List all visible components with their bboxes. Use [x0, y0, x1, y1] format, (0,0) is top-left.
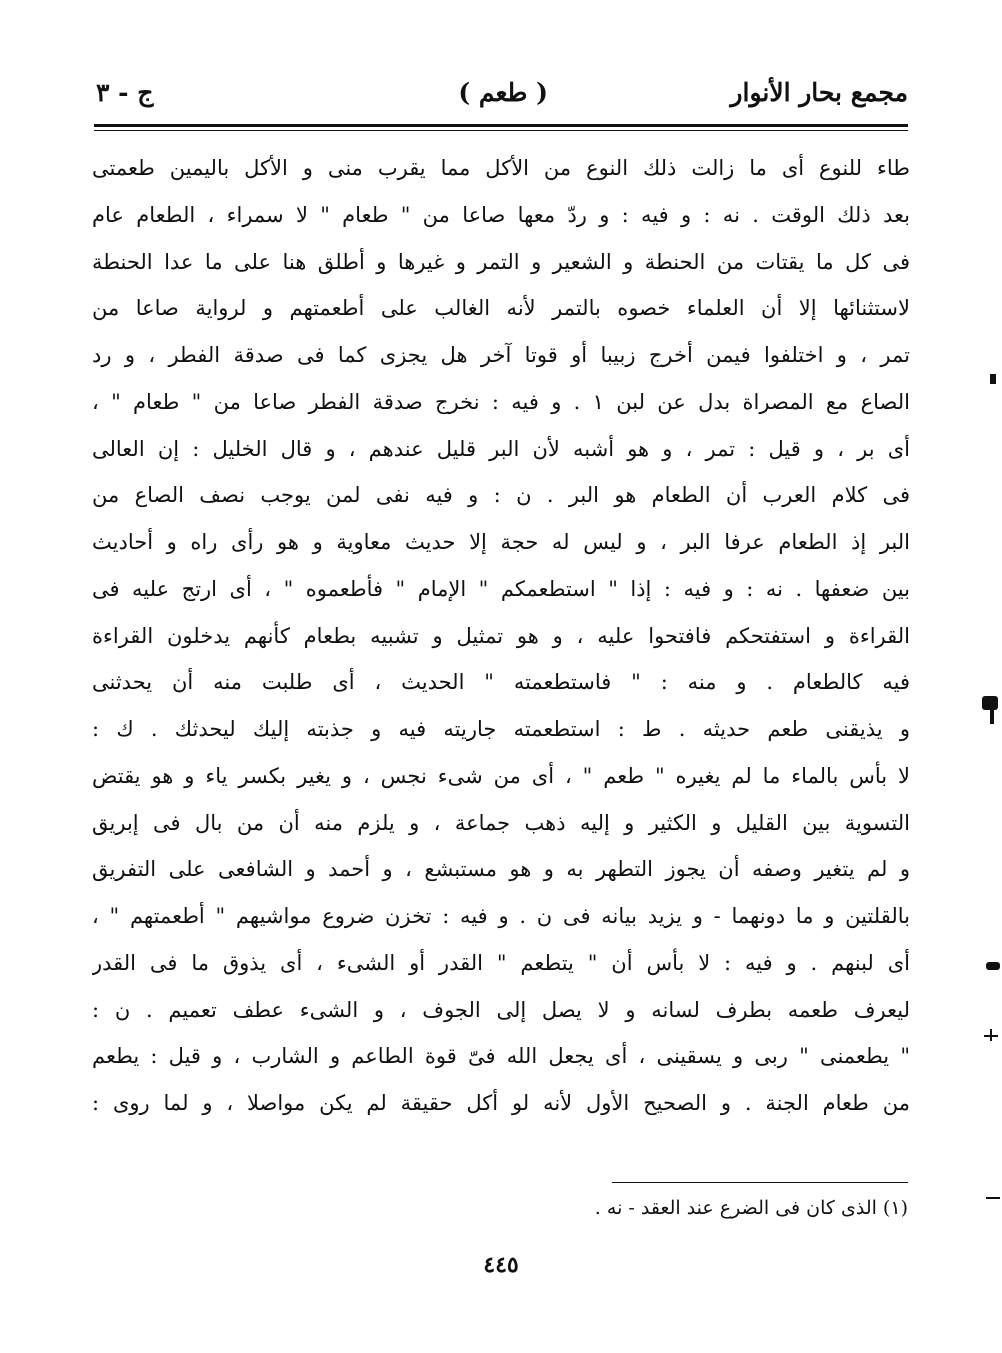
text-line: طاء للنوع أى ما زالت ذلك النوع من الأكل مما يقرب منى و الأكل باليمين طعمتى: [92, 156, 910, 180]
page-number: ٤٤٥: [483, 1252, 519, 1278]
text-line: و لم يتغير وصفه أن يجوز التطهر به و هو مستبشع ، و أحمد و الشافعى على التفريق: [92, 857, 910, 882]
scan-mark: [986, 962, 1000, 970]
main-text-block: [92, 145, 910, 1127]
running-header: [96, 78, 908, 118]
entry-word-heading: ( طعم ): [458, 78, 548, 107]
text-line: تمر ، و اختلفوا فيمن أخرج زبيبا أو قوتا آخر هل يجزى كما فى صدقة الفطر ، و رد: [92, 343, 910, 367]
text-line: " يطعمنى " ربى و يسقينى ، أى يجعل الله فىّ قوة الطاعم و الشارب ، و قيل : يطعم: [92, 1044, 910, 1069]
text-line: لا بأس بالماء ما لم يغيره " طعم " ، أى من شىء نجس ، و يغير بكسر ياء و هو يقتض: [92, 763, 910, 788]
text-line: فى كل ما يقتات من الحنطة و الشعير و التمر و غيرها و أطلق هنا على ما عدا الحنطة: [92, 249, 910, 274]
text-line: بالقلتين و ما دونهما - و يزيد بيانه فى ن . و فيه : تخزن ضروع مواشيهم " أطعمتهم " ،: [92, 904, 910, 928]
text-line: بين ضعفها . نه : و فيه : إذا " استطعمكم " الإمام " فأطعموه " ، أى ارتج عليه فى: [92, 576, 910, 601]
header-rule-thin: [94, 130, 908, 131]
scan-mark: [990, 1029, 992, 1041]
text-line: فى كلام العرب أن الطعام هو البر . ن : و فيه نفى لمن يوجب نصف الصاع من: [92, 483, 910, 508]
text-line: فيه كالطعام . و منه : " فاستطعمته " الحديث ، أى طلبت منه أن يحدثنى: [92, 670, 910, 695]
text-line: بعد ذلك الوقت . نه : و فيه : و ردّ معها صاعا من " طعام " لا سمراء ، الطعام عام: [92, 202, 910, 227]
header-rule-thick: [94, 124, 908, 127]
volume-number: ج - ٣: [96, 78, 154, 107]
text-line: لاستثنائها إلا أن العلماء خصوه بالتمر لأنه الغالب على أطعمتهم و لرواية صاعا من: [92, 296, 910, 321]
book-title: مجمع بحار الأنوار: [730, 78, 908, 107]
text-line: أى لبنهم . و فيه : لا بأس أن " يتطعم " القدر أو الشىء ، أى يذوق ما فى القدر: [92, 950, 910, 975]
text-line: أى بر ، و قيل : تمر ، و هو أشبه لأن البر قليل عندهم ، و قال الخليل : إن العالى: [92, 436, 910, 461]
footnote-separator: [612, 1182, 908, 1183]
text-line: القراءة و استفتحكم فافتحوا عليه ، و هو تمثيل و تشبيه بطعام كأنهم يدخلون القراءة: [92, 623, 910, 648]
footnote: (١) الذى كان فى الضرع عند العقد - نه .: [594, 1197, 908, 1219]
text-line: و يذيقنى طعم حديثه . ط : استطعمته جاريته فيه و جذبته إليك ليحدثك . ك :: [92, 717, 910, 741]
text-line: من طعام الجنة . و الصحيح الأول لأنه لو أكل حقيقة لم يكن مواصلا ، و لما روى :: [92, 1091, 910, 1115]
text-line: التسوية بين القليل و الكثير و إليه ذهب جماعة ، و يلزم منه أن من بال فى إبريق: [92, 810, 910, 835]
scan-mark: [990, 374, 996, 384]
scan-mark: [990, 710, 994, 724]
scan-mark: [982, 696, 998, 710]
text-line: ليعرف طعمه بطرف لسانه و لا يصل إلى الجوف ، و الشىء عطف تعميم . ن :: [92, 997, 910, 1022]
text-line: البر إذ الطعام عرفا البر ، و ليس له حجة إلا حديث معاوية و هو رأى راه و أحاديث: [92, 530, 910, 554]
text-line: الصاع مع المصراة بدل عن لبن ١ . و فيه : نخرج صدقة الفطر صاعا من " طعام " ،: [92, 389, 910, 414]
scan-mark: [986, 1197, 1000, 1199]
